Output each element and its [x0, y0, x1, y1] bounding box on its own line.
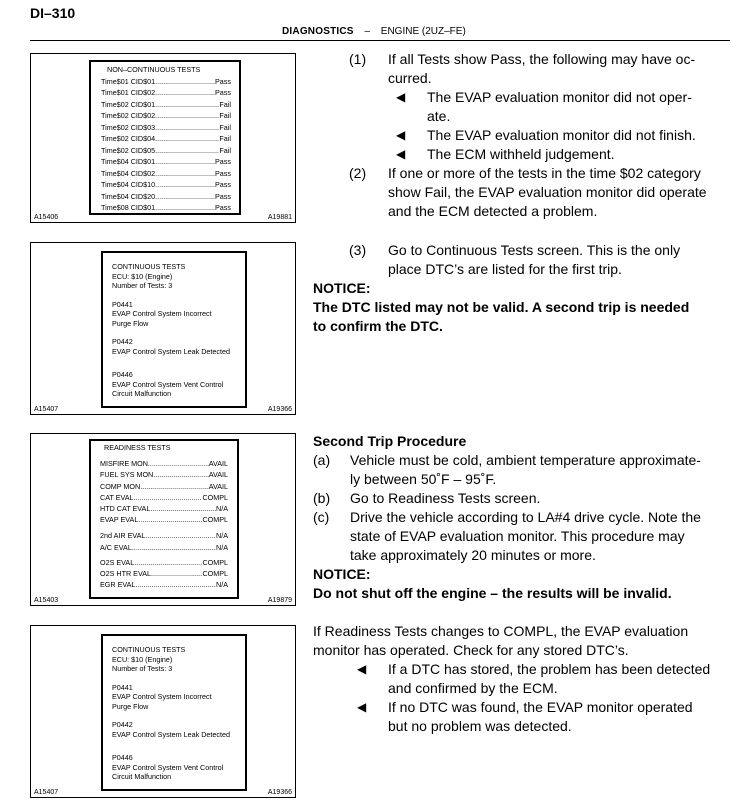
- test-value: Pass: [215, 88, 231, 97]
- test-label: Time$01 CID$01: [101, 76, 156, 86]
- test-label: O2S EVAL: [100, 557, 135, 567]
- body-text: monitor has operated. Check for any stored DTC’s.: [313, 642, 629, 658]
- test-result-row: [101, 202, 231, 214]
- figure-code-left: A15407: [34, 406, 59, 413]
- scan-tool-screen: [89, 60, 241, 215]
- dtc-description: EVAP Control System Incorrect: [112, 692, 212, 701]
- test-result-row: [100, 469, 228, 480]
- figure-code-right: A19366: [267, 789, 292, 796]
- test-label: Time$01 CID$02: [101, 88, 156, 97]
- notice-text: The DTC listed may not be valid. A second trip is needed: [313, 299, 690, 315]
- test-result-row: [100, 481, 228, 492]
- test-result-row: [100, 542, 228, 553]
- dtc-description: Circuit Malfunction: [112, 389, 172, 398]
- item-number: (2): [349, 165, 367, 181]
- test-value: AVAIL: [208, 470, 228, 480]
- test-value: Fail: [219, 122, 231, 132]
- dot-leader: [138, 514, 202, 525]
- bullet-text: ate.: [427, 108, 451, 124]
- readiness-group: [100, 458, 228, 525]
- dot-leader: [151, 568, 202, 579]
- figure-continuous-tests-1: [30, 242, 296, 415]
- body-text: Go to Continuous Tests screen. This is the only: [388, 242, 681, 258]
- figure-code-left: A15406: [34, 214, 59, 221]
- bullet-text: and confirmed by the ECM.: [388, 680, 558, 696]
- body-text: ly between 50˚F – 95˚F.: [350, 471, 497, 487]
- readiness-group: [100, 557, 228, 591]
- test-value: COMPL: [202, 557, 228, 567]
- test-result-row: [101, 145, 231, 157]
- test-result-row: [101, 191, 231, 203]
- dtc-description: EVAP Control System Leak Detected: [112, 346, 230, 356]
- item-number: (b): [313, 490, 331, 506]
- dot-leader: [155, 110, 219, 122]
- bullet-text: but no problem was detected.: [388, 718, 572, 734]
- dtc-description: EVAP Control System Vent Control: [112, 379, 224, 389]
- bullet-text: The EVAP evaluation monitor did not finish.: [427, 127, 696, 143]
- dtc-code: P0441: [112, 682, 133, 692]
- test-label: Time$08 CID$01: [101, 203, 156, 212]
- body-text: show Fail, the EVAP evaluation monitor did operate: [388, 184, 707, 200]
- test-result-row: [101, 133, 231, 145]
- header-rule: [30, 40, 730, 41]
- test-label: COMP MON: [100, 481, 141, 491]
- test-label: O2S HTR EVAL: [100, 569, 151, 579]
- readiness-group: [100, 530, 228, 552]
- body-text: state of EVAP evaluation monitor. This procedure may: [350, 528, 685, 544]
- arrow-left-icon: ◀: [396, 128, 406, 142]
- dot-leader: [155, 99, 219, 111]
- dtc-code: P0442: [112, 337, 133, 346]
- test-label: Time$02 CID$05: [101, 145, 156, 155]
- test-value: Pass: [215, 168, 231, 178]
- arrow-left-icon: ◀: [396, 147, 406, 161]
- figure-code-right: A19881: [267, 214, 292, 221]
- body-text: place DTC’s are listed for the first trip.: [388, 261, 622, 277]
- bullet-text: If no DTC was found, the EVAP monitor operated: [388, 699, 693, 715]
- item-number: (3): [349, 242, 367, 258]
- test-result-row: [101, 87, 231, 99]
- test-value: Fail: [219, 99, 231, 109]
- test-result-row: [101, 99, 231, 111]
- test-result-row: [101, 76, 231, 88]
- figure-noncontinuous-tests: [30, 53, 296, 223]
- dot-leader: [155, 156, 215, 168]
- dot-leader: [155, 87, 215, 99]
- scan-tool-screen: [101, 634, 247, 791]
- dtc-code: P0446: [112, 370, 133, 379]
- dtc-code: P0441: [112, 299, 133, 309]
- test-result-row: [100, 557, 228, 568]
- dot-leader: [155, 168, 215, 180]
- test-result-row: [100, 514, 228, 525]
- dot-leader: [153, 469, 208, 480]
- dot-leader: [145, 530, 216, 541]
- test-value: Pass: [215, 157, 231, 166]
- dtc-code: P0442: [112, 720, 133, 729]
- screen-title: NON–CONTINUOUS TESTS: [107, 65, 201, 74]
- bullet-text: The EVAP evaluation monitor did not oper-: [427, 89, 692, 105]
- item-number: (a): [313, 452, 331, 468]
- figure-code-left: A15407: [34, 789, 59, 796]
- dtc-description: EVAP Control System Leak Detected: [112, 729, 230, 739]
- body-text: curred.: [388, 70, 432, 86]
- figure-code-right: A19366: [267, 406, 292, 413]
- screen-title: READINESS TESTS: [104, 443, 171, 452]
- dtc-code: P0446: [112, 753, 133, 762]
- section-title: DIAGNOSTICS: [282, 26, 354, 37]
- figure-code-right: A19879: [267, 597, 292, 604]
- test-result-row: [100, 458, 228, 469]
- test-label: MISFIRE MON: [100, 459, 148, 469]
- test-value: COMPL: [202, 515, 228, 525]
- test-value: AVAIL: [208, 459, 228, 469]
- test-result-row: [100, 492, 228, 503]
- arrow-left-icon: ◀: [357, 700, 367, 714]
- test-label: Time$02 CID$02: [101, 111, 156, 120]
- test-result-row: [101, 168, 231, 180]
- arrow-left-icon: ◀: [357, 662, 367, 676]
- body-text: If one or more of the tests in the time $02 category: [388, 165, 701, 181]
- test-label: Time$04 CID$01: [101, 157, 156, 166]
- scan-tool-screen: [89, 439, 239, 599]
- number-of-tests: Number of Tests: 3: [112, 664, 173, 673]
- notice-text: Do not shut off the engine – the results will be invalid.: [313, 585, 672, 601]
- test-value: N/A: [216, 504, 228, 514]
- dot-leader: [155, 191, 215, 203]
- dot-leader: [132, 542, 216, 553]
- body-text: If Readiness Tests changes to COMPL, the EVAP evaluation: [313, 623, 689, 639]
- test-label: Time$02 CID$03: [101, 122, 156, 132]
- test-value: Fail: [219, 145, 231, 155]
- test-label: HTD CAT EVAL: [100, 504, 151, 514]
- dot-leader: [135, 579, 216, 590]
- body-text: Vehicle must be cold, ambient temperature approximate-: [350, 452, 701, 468]
- test-value: Pass: [215, 191, 231, 201]
- dtc-description: Purge Flow: [112, 318, 149, 328]
- body-text: If all Tests show Pass, the following may have oc-: [388, 51, 696, 67]
- screen-title: CONTINUOUS TESTS: [112, 262, 186, 271]
- ecu-label: ECU: $10 (Engine): [112, 271, 173, 281]
- dot-leader: [134, 492, 203, 503]
- body-text: Drive the vehicle according to LA#4 drive cycle. Note the: [350, 509, 701, 525]
- test-result-row: [100, 568, 228, 579]
- header-dash: –: [364, 26, 370, 37]
- test-label: EVAP EVAL: [100, 515, 139, 525]
- test-result-row: [101, 110, 231, 122]
- test-value: Pass: [215, 203, 231, 212]
- arrow-left-icon: ◀: [396, 90, 406, 104]
- body-text: Go to Readiness Tests screen.: [350, 490, 541, 506]
- section-subtitle: ENGINE (2UZ–FE): [380, 26, 466, 37]
- test-label: Time$04 CID$10: [101, 180, 156, 189]
- dot-leader: [155, 133, 219, 145]
- bullet-text: If a DTC has stored, the problem has been detected: [388, 661, 711, 677]
- test-label: Time$04 CID$20: [101, 191, 156, 201]
- dtc-description: Circuit Malfunction: [112, 772, 172, 781]
- test-value: COMPL: [202, 569, 228, 579]
- test-value: COMPL: [202, 492, 228, 502]
- test-label: Time$04 CID$02: [101, 168, 156, 178]
- notice-heading: NOTICE:: [313, 566, 371, 582]
- test-label: EGR EVAL: [100, 580, 136, 590]
- section-heading: Second Trip Procedure: [313, 433, 467, 449]
- test-value: Fail: [219, 134, 231, 143]
- test-label: 2nd AIR EVAL: [100, 531, 146, 541]
- dot-leader: [148, 458, 209, 469]
- dot-leader: [155, 76, 215, 88]
- dot-leader: [134, 557, 202, 568]
- item-number: (1): [349, 51, 367, 67]
- screen-title: CONTINUOUS TESTS: [112, 645, 186, 654]
- test-value: AVAIL: [208, 481, 228, 491]
- dot-leader: [155, 145, 219, 157]
- figure-readiness-tests: [30, 433, 296, 606]
- test-result-row: [101, 156, 231, 168]
- notice-text: to confirm the DTC.: [313, 318, 443, 334]
- test-result-row: [100, 579, 228, 590]
- dot-leader: [155, 122, 219, 134]
- test-result-row: [100, 503, 228, 514]
- scan-tool-screen: [101, 251, 247, 408]
- number-of-tests: Number of Tests: 3: [112, 281, 173, 290]
- test-value: Fail: [219, 111, 231, 120]
- bullet-text: The ECM withheld judgement.: [427, 146, 615, 162]
- body-text: take approximately 20 minutes or more.: [350, 547, 596, 563]
- test-result-row: [101, 179, 231, 191]
- test-value: N/A: [216, 542, 228, 552]
- dtc-description: Purge Flow: [112, 701, 149, 711]
- test-label: A/C EVAL: [100, 542, 132, 552]
- dtc-description: EVAP Control System Vent Control: [112, 762, 224, 772]
- dot-leader: [155, 202, 215, 214]
- figure-continuous-tests-2: [30, 625, 296, 798]
- dot-leader: [140, 481, 208, 492]
- dot-leader: [150, 503, 216, 514]
- item-number: (c): [313, 509, 330, 525]
- test-value: N/A: [216, 580, 228, 590]
- test-label: Time$02 CID$04: [101, 134, 156, 143]
- test-value: N/A: [216, 531, 228, 541]
- test-value: Pass: [215, 180, 231, 189]
- dtc-description: EVAP Control System Incorrect: [112, 309, 212, 318]
- notice-heading: NOTICE:: [313, 280, 371, 296]
- dot-leader: [155, 179, 215, 191]
- test-results-list: [101, 76, 231, 214]
- test-value: Pass: [215, 76, 231, 86]
- body-text: and the ECM detected a problem.: [388, 203, 598, 219]
- ecu-label: ECU: $10 (Engine): [112, 654, 173, 664]
- page-header: [282, 26, 466, 37]
- test-result-row: [100, 530, 228, 541]
- figure-code-left: A15403: [34, 597, 59, 604]
- test-label: FUEL SYS MON: [100, 470, 154, 480]
- test-label: Time$02 CID$01: [101, 99, 156, 109]
- page-number: DI–310: [30, 5, 76, 21]
- test-result-row: [101, 122, 231, 134]
- test-label: CAT EVAL: [100, 492, 134, 502]
